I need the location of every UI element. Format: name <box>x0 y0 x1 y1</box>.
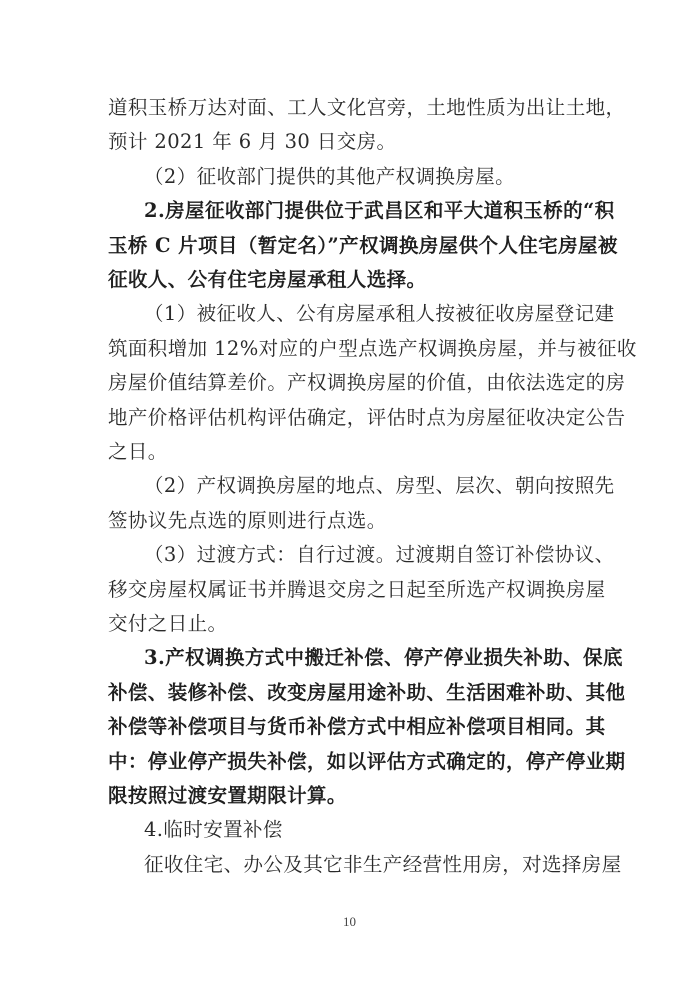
text-line: （1）被征收人、公有房屋承租人按被征收房屋登记建 <box>144 302 615 326</box>
text-line: 3.产权调换方式中搬迁补偿、停产停业损失补助、保底 <box>144 646 623 670</box>
text-line: 中：停业停产损失补偿，如以评估方式确定的，停产停业期 <box>108 749 626 773</box>
text-line: 玉桥 C 片项目（暂定名）”产权调换房屋供个人住宅房屋被 <box>108 233 618 257</box>
text-line: 道积玉桥万达对面、工人文化宫旁，土地性质为出让土地， <box>108 96 626 119</box>
text-line: 之日。 <box>108 440 168 463</box>
text-line: 地产价格评估机构评估确定，评估时点为房屋征收决定公告 <box>108 405 626 429</box>
text-line: 补偿、装修补偿、改变房屋用途补助、生活困难补助、其他 <box>108 680 626 704</box>
text-line: 补偿等补偿项目与货币补偿方式中相应补偿项目相同。其 <box>108 715 606 739</box>
text-line: 移交房屋权属证书并腾退交房之日起至所选产权调换房屋 <box>108 577 606 601</box>
text-line: 交付之日止。 <box>108 612 228 635</box>
text-line: 预计 2021 年 6 月 30 日交房。 <box>108 130 397 154</box>
text-line: （2）产权调换房屋的地点、房型、层次、朝向按照先 <box>144 474 615 498</box>
text-line: 签协议先点选的原则进行点选。 <box>108 508 387 532</box>
text-line: （2）征收部门提供的其他产权调换房屋。 <box>144 164 516 188</box>
text-line: 筑面积增加 12%对应的户型点选产权调换房屋，并与被征收 <box>108 336 637 360</box>
text-line: 征收住宅、办公及其它非生产经营性用房，对选择房屋 <box>144 852 622 876</box>
text-line: 征收人、公有住宅房屋承租人选择。 <box>108 268 427 291</box>
text-line: 房屋价值结算差价。产权调换房屋的价值，由依法选定的房 <box>108 371 626 395</box>
text-line: （3）过渡方式：自行过渡。过渡期自签订补偿协议、 <box>144 543 615 567</box>
text-line: 限按照过渡安置期限计算。 <box>108 784 347 807</box>
text-line: 2.房屋征收部门提供位于武昌区和平大道积玉桥的“积 <box>144 199 615 223</box>
page-number: 10 <box>343 914 356 929</box>
text-line: 4.临时安置补偿 <box>144 818 283 842</box>
